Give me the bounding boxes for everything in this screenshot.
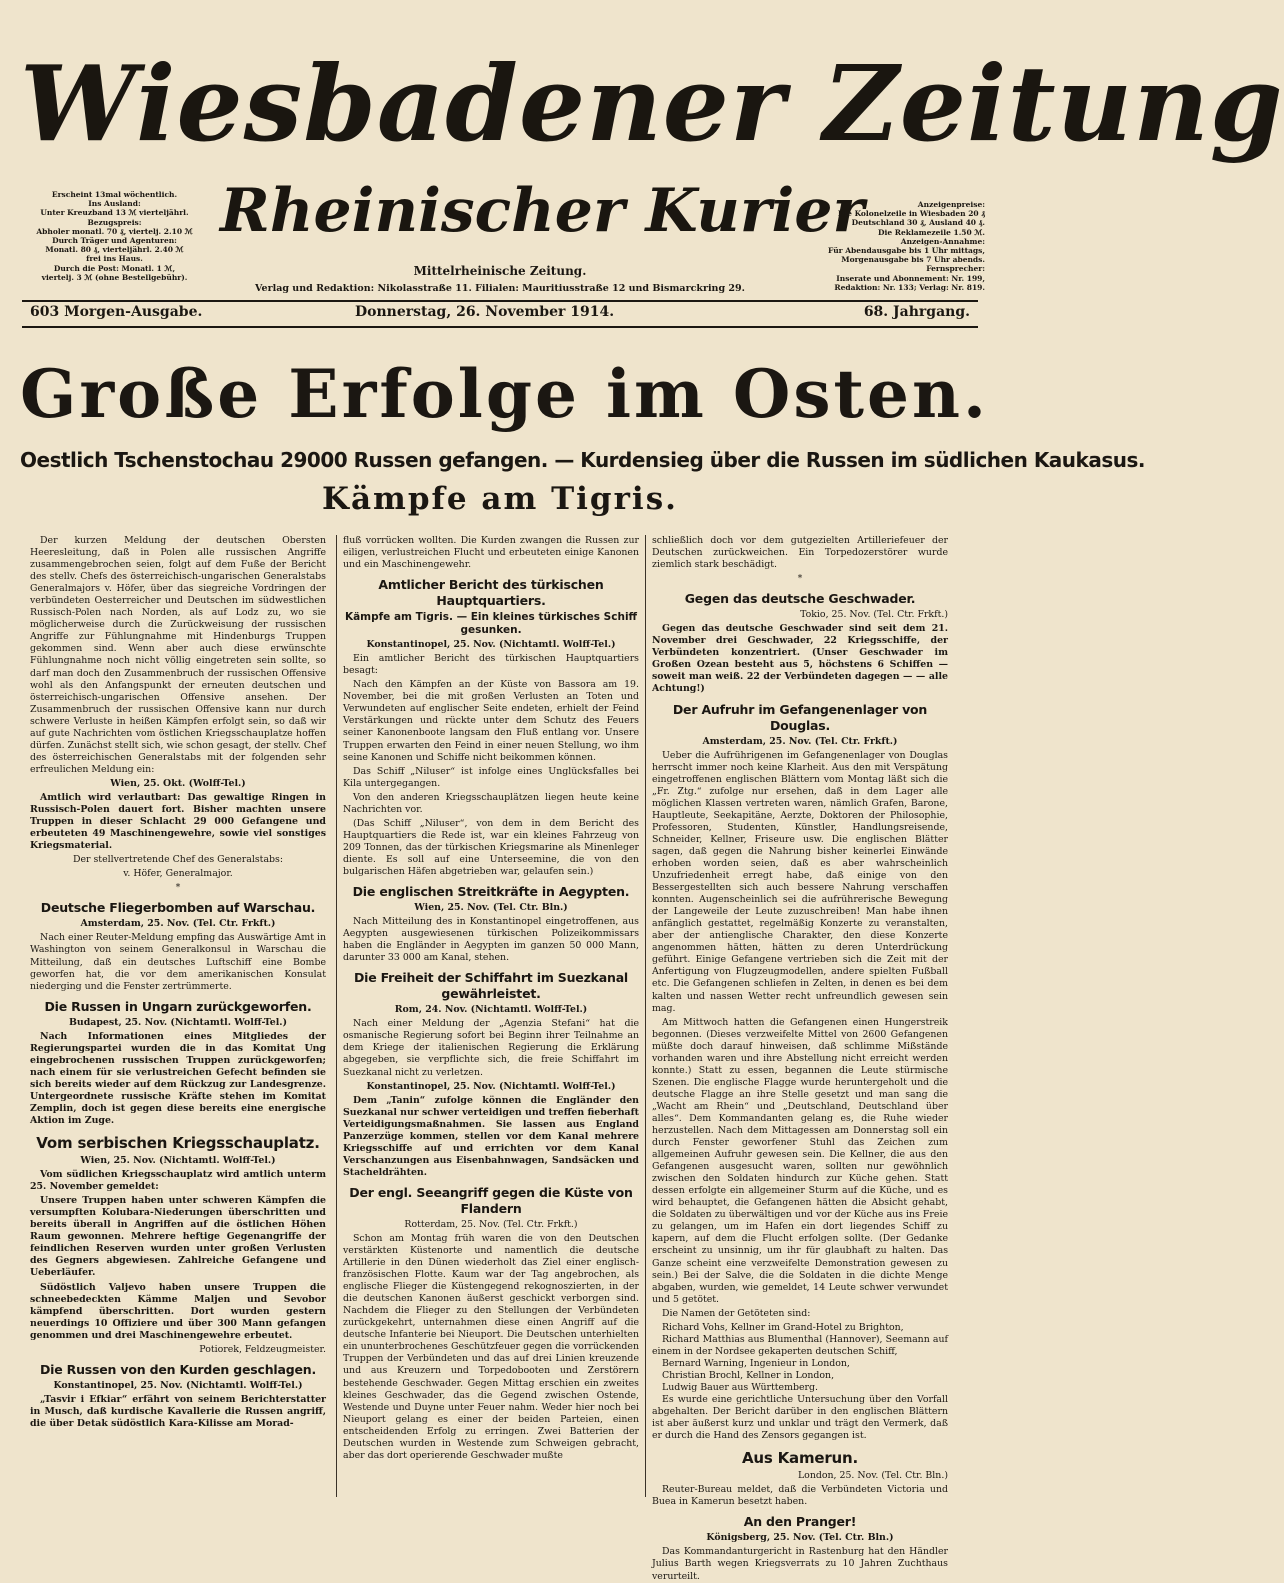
column-2 <box>343 535 639 1497</box>
list-item: Ludwig Bauer aus Württemberg. <box>662 1382 818 1393</box>
column-divider <box>336 535 337 1497</box>
article-paragraph: Vom südlichen Kriegsschauplatz wird amtlich unterm 25. November gemeldet: <box>30 1169 326 1193</box>
sub-headline-2: Kämpfe am Tigris. <box>322 481 678 517</box>
column-divider <box>645 535 646 1497</box>
sub-headline: Oestlich Tschenstochau 29000 Russen gefangen. — Kurdensieg über die Russen im südlichen Kaukasus. <box>20 448 1145 472</box>
article-byline: Rom, 24. Nov. (Nichtamtl. Wolff-Tel.) <box>394 1004 588 1016</box>
advertising-line: Redaktion: Nr. 133; Verlag: Nr. 819. <box>834 282 985 292</box>
advertising-line: Fernsprecher: <box>926 264 985 274</box>
article-paragraph: „Tasvir i Efkiar“ erfährt von seinem Berichterstatter in Musch, daß kurdische Kavallerie die Russen angriff, die über Detak südöstlich Kara-Kilisse am Morad- <box>30 1393 326 1429</box>
advertising-line: Die Kolonelzeile in Wiesbaden 20 ₰ <box>837 209 985 219</box>
article-byline: London, 25. Nov. (Tel. Ctr. Bln.) <box>797 1470 948 1482</box>
article-paragraph: Unsere Truppen haben unter schweren Kämpfen die versumpften Kolubara-Niederungen überschritten und bereits überall in Angriffen auf die östlichen Höhen Raum gewonnen. Mehrere heftige Gegenangriffe der feindlichen Reserven wurden unter großen Verlusten des Gegners abgewiesen. Zahlreiche Gefangene und Ueberläufer. <box>30 1195 326 1279</box>
list-item: Christian Brochl, Kellner in London, <box>662 1369 835 1381</box>
dateline <box>30 304 970 326</box>
advertising-line: Für Abendausgabe bis 1 Uhr mittags, <box>828 246 985 256</box>
advertising-line: Deutschland 30 ₰, Ausland 40 ₰. <box>851 218 985 228</box>
article-paragraph: Am Mittwoch hatten die Gefangenen einen Hungerstreik begonnen. (Dieses verzweifelte Mittel von 2600 Gefangenen müßte doch darauf hinweisen, daß schlimme Mißstände vorhanden waren und ihre Abstellung nicht erreicht werden konnte.) Statt zu essen, begannen die Leute stürmische Szenen. Die englische Flagge wurde heruntergeholt und die deutsche Flagge an ihre Stelle gesetzt und man sang die „Wacht am Rhein“ und „Deutschland, Deutschland über alles“. Dem Kommandanten gelang es, die Ruhe wieder herzustellen. Nach dem Mittagessen am Donnerstag soll ein durch Fenster geworfener Stuhl das Zeichen zum allgemeinen Aufruhr gewesen sein. Die Kellner, die aus den Gefangenen ausgesucht waren, sollten nur gewöhnlich zwischen den Soldaten hindurch zur Küche gehen. Statt dessen erfolgte ein allgemeiner Sturm auf die Küche, und es wird behauptet, die Gefangenen hätten die Absicht gehabt, die Soldaten zu überwältigen und vor der Küche aus ins Freie zu gelangen, um im Hafen ein dort liegendes Schiff zu kapern, auf dem die Flucht erfolgen sollte. (Der Gedanke erscheint zu unsinnig, um ihr für glaubhaft zu halten. Das Ganze scheint eine verzweifelte Demonstration gewesen zu sein.) Bei der Salve, die die Soldaten in die dichte Menge abgaben, wurden, wie gemeldet, 14 Leute schwer verwundet und 5 getötet. <box>652 1016 948 1305</box>
subscription-line: Monatl. 80 ₰, vierteljährl. 2.40 ℳ <box>45 245 184 255</box>
article-paragraph: Amtlich wird verlautbart: Das gewaltige Ringen in Russisch-Polen dauert fort. Bisher machten unsere Truppen in dieser Schlacht 29 000 Gefangene und erbeuteten 49 Maschinengewehre, sowie viel sonstiges Kriegsmaterial. <box>30 791 326 852</box>
masthead-rule-top <box>22 300 978 302</box>
edition-label: 603 Morgen-Ausgabe. <box>30 304 203 320</box>
column-3 <box>652 535 948 1582</box>
article-subheading: Kämpfe am Tigris. — Ein kleines türkisches Schiff gesunken. <box>344 611 638 637</box>
article-heading: Vom serbischen Kriegsschauplatz. <box>36 1134 320 1153</box>
list-item: Richard Vohs, Kellner im Grand-Hotel zu Brighton, <box>662 1321 904 1333</box>
masthead-verlag: Verlag und Redaktion: Nikolasstraße 11. Filialen: Mauritiusstraße 12 und Bismarckring 29. <box>255 283 745 294</box>
article-heading: An den Pranger! <box>743 1514 857 1530</box>
article-paragraph: Ueber die Aufrührigenen im Gefangenenlager von Douglas herrscht immer noch keine Klarheit. Aus den mit Verspätung eingetroffenen englischen Blättern vom Montag läßt sich die „Fr. Ztg.“ zufolge nur ersehen, daß in dem Lager alle möglichen Klassen vertreten waren, nämlich Grafen, Barone, Hauptleute, Seekapitäne, Aerzte, Doktoren der Philosophie, Professoren, Studenten, Künstler, Handlungsreisende, Schneider, Kellner, Friseure usw. Die englischen Blätter sagen, daß gegen die Nahrung bisher keinerlei Einwände erhoben worden seien, daß es aber wahrscheinlich Unzufriedenheit erregt habe, daß einige von den Bessergestellten sich auch bessere Nahrung verschaffen konnten. Augenscheinlich sei die aufrührerische Bewegung der Langeweile der Leute zuzuschreiben! Man habe ihnen anfänglich gestattet, regelmäßig Konzerte zu veranstalten, aber der antienglische Charakter, den diese Konzerte angenommen hätten, hätten zu deren Unterdrückung geführt. Einige Gefangene vertrieben sich die Zeit mit der Anfertigung von Flugzeugmodellen, andere spielten Fußball etc. Die Gefangenen schliefen in Zelten, in denen es bei dem kalten und nassen Wetter recht unfreundlich gewesen sein mag. <box>652 749 948 1014</box>
article-byline: Wien, 25. Okt. (Wolff-Tel.) <box>110 777 246 789</box>
article-heading: Die Russen von den Kurden geschlagen. <box>39 1361 317 1377</box>
article-paragraph: fluß vorrücken wollten. Die Kurden zwangen die Russen zur eiligen, verlustreichen Flucht und erbeuteten einige Kanonen und ein Maschinengewehr. <box>343 535 639 571</box>
article-paragraph: Reuter-Bureau meldet, daß die Verbündeten Victoria und Buea in Kamerun besetzt haben. <box>652 1484 948 1508</box>
article-heading: Gegen das deutsche Geschwader. <box>684 591 916 607</box>
main-headline: Große Erfolge im Osten. <box>20 355 989 433</box>
subscription-line: viertelj. 3 ℳ (ohne Bestellgebühr). <box>41 272 188 282</box>
subscription-line: Bezugspreis: <box>87 217 142 227</box>
subscription-line: Durch Träger und Agenturen: <box>52 236 177 246</box>
date-label: Donnerstag, 26. November 1914. <box>355 304 615 320</box>
masthead-subtitle: Rheinischer Kurier <box>220 176 865 246</box>
article-heading: Deutsche Fliegerbomben auf Warschau. <box>40 900 316 916</box>
article-paragraph: Ein amtlicher Bericht des türkischen Hauptquartiers besagt: <box>343 653 639 677</box>
list-item: Richard Matthias aus Blumenthal (Hannover), Seemann auf einem in der Nordsee gekaperten deutschen Schiff, <box>652 1333 948 1357</box>
article-paragraph: Schon am Montag früh waren die von den Deutschen verstärkten Küstenorte und namentlich die deutsche Artillerie in den Dünen wiederholt das Ziel einer englisch-französischen Flotte. Kaum war der Tag angebrochen, als englische Flieger die Küstengegend rekognoszierten, in der die deutschen Kanonen äußerst geschickt verborgen sind. Nachdem die Flieger zu den Stellungen der Verbündeten zurückgekehrt, unternahmen diese einen Angriff auf die deutsche Infanterie bei Nieuport. Die Deutschen unterhielten ein ununterbrochenes Geschützfeuer gegen die vorrückenden Truppen der Verbündeten und das auf drei Linien kreuzende und aus Kreuzern und Torpedobooten und Zerstörern bestehende Geschwader. Gegen Mittag erschien ein zweites kleines Geschwader, das die Gegend zwischen Ostende, Westende und Duyne unter Feuer nahm. Weder hier noch bei Nieuport gelang es einer der beiden Parteien, einen entscheidenden Erfolg zu erringen. Zwei Batterien der Deutschen wurden in Westende zum Schweigen gebracht, aber das dort operierende Geschwader mußte <box>343 1232 639 1461</box>
subscription-line: frei ins Haus. <box>86 254 143 264</box>
article-heading: Aus Kamerun. <box>741 1449 859 1468</box>
subscription-line: Abholer monatl. 70 ₰, viertelj. 2.10 ℳ <box>36 226 193 236</box>
subscription-line: Durch die Post: Monatl. 1 ℳ, <box>53 263 176 273</box>
subscription-line: Unter Kreuzband 13 ℳ vierteljährl. <box>40 208 189 218</box>
article-paragraph: Das Kommandanturgericht in Rastenburg hat den Händler Julius Barth wegen Kriegsverrats zu 10 Jahren Zuchthaus verurteilt. <box>652 1546 948 1582</box>
article-heading: Die Russen in Ungarn zurückgeworfen. <box>44 998 312 1014</box>
article-paragraph: Die Namen der Getöteten sind: <box>662 1307 811 1319</box>
article-signature: v. Höfer, Generalmajor. <box>123 868 233 880</box>
article-signature: Potiorek, Feldzeugmeister. <box>199 1343 326 1355</box>
article-byline: Wien, 25. Nov. (Nichtamtl. Wolff-Tel.) <box>80 1155 276 1167</box>
masthead-title: Wiesbadener Zeitung <box>20 42 1284 165</box>
article-heading: Die englischen Streitkräfte in Aegypten. <box>352 884 630 900</box>
article-paragraph: Von den anderen Kriegsschauplätzen liegen heute keine Nachrichten vor. <box>343 791 639 815</box>
article-paragraph: Südöstlich Valjevo haben unsere Truppen die schneebedeckten Kämme Maljen und Sevobor kämpfend überschritten. Dort wurden gestern neuerdings 10 Offiziere und über 300 Mann gefangen genommen und drei Maschinengewehre erbeutet. <box>30 1281 326 1341</box>
article-byline: Tokio, 25. Nov. (Tel. Ctr. Frkft.) <box>800 609 948 621</box>
article-heading: Die Freiheit der Schiffahrt im Suezkanal gewährleistet. <box>353 970 629 1002</box>
article-heading: Der engl. Seeangriff gegen die Küste von Flandern <box>349 1184 633 1216</box>
victims-list <box>652 1322 948 1394</box>
article-byline: Konstantinopel, 25. Nov. (Nichtamtl. Wolff-Tel.) <box>366 639 616 651</box>
article-paragraph: Dem „Tanin“ zufolge können die Engländer den Suezkanal nur schwer verteidigen und treffen fieberhaft Verteidigungsmaßnahmen. Sie lassen aus England Panzerzüge kommen, stellen vor dem Kanal mehrere Kriegsschiffe auf und errichten vor dem Kanal Verschanzungen aus Eisenbahnwagen, Sandsäcken und Stacheldrähten. <box>343 1094 639 1178</box>
article-byline: Rotterdam, 25. Nov. (Tel. Ctr. Frkft.) <box>404 1218 578 1230</box>
article-paragraph: Nach einer Meldung der „Agenzia Stefani“ hat die osmanische Regierung sofort bei Beginn ihrer Teilnahme an dem Kriege der italienischen Regierung die Erklärung abgegeben, sie verpflichte sich, die freie Schiffahrt im Suezkanal nicht zu verletzen. <box>343 1018 639 1078</box>
subscription-line: Erscheint 13mal wöchentlich. <box>51 190 178 199</box>
separator: * <box>175 883 181 894</box>
article-byline: Konstantinopel, 25. Nov. (Nichtamtl. Wolff-Tel.) <box>53 1379 303 1391</box>
advertising-line: Morgenausgabe bis 7 Uhr abends. <box>841 255 985 265</box>
article-paragraph: schließlich doch vor dem gutgezielten Artilleriefeuer der Deutschen zurückweichen. Ein Torpedozerstörer wurde ziemlich stark beschädigt. <box>652 535 948 571</box>
advertising-box <box>790 200 985 292</box>
article-byline: Königsberg, 25. Nov. (Tel. Ctr. Bln.) <box>706 1532 894 1544</box>
separator: * <box>797 574 803 585</box>
masthead-rule-bottom <box>22 326 978 328</box>
article-paragraph: Der kurzen Meldung der deutschen Obersten Heeresleitung, daß in Polen alle russischen Angriffe zusammengebrochen seien, folgt auf dem Fuße der Bericht des stellv. Chefs des österreichisch-ungarischen Generalstabs Generalmajors v. Höfer, über das siegreiche Vordringen der verbündeten Oesterreicher und Deutschen im südwestlichen Russisch-Polen nach Norden, als auf Lodz zu, wo sie möglicherweise durch die Zurückweisung der russischen Angriffe zur Fühlungnahme mit Hindenburgs Truppen gekommen sind. Wenn aber auch diese erwünschte Fühlungnahme noch nicht völlig eingetreten sein sollte, so darf man doch den Zusammenbruch der russischen Offensive wohl als den Anfangspunkt der erneuten deutschen und österreichisch-ungarischen Offensive ansehen. Der Zusammenbruch der russischen Offensive kann nur durch schwere Verluste in heißen Kämpfen erfolgt sein, so daß wir auf gute Nachrichten vom östlichen Kriegsschauplatze hoffen dürfen. Zunächst stellt sich, wie schon gesagt, der stellv. Chef des österreichischen Generalstabs mit der folgenden sehr erfreulichen Meldung ein: <box>30 535 326 775</box>
article-paragraph: Nach einer Reuter-Meldung empfing das Auswärtige Amt in Washington von seinem Generalkonsul in Warschau die Mitteilung, daß ein deutsches Luftschiff eine Bombe geworfen hat, die vor dem amerikanischen Konsulat niederging und die Fenster zertrümmerte. <box>30 932 327 992</box>
advertising-line: Die Reklamezeile 1.50 ℳ. <box>878 227 985 237</box>
article-paragraph: Gegen das deutsche Geschwader sind seit dem 21. November drei Geschwader, 22 Kriegsschiffe, der Verbündeten konzentriert. (Unser Geschwader im Großen Ozean besteht aus 5, höchstens 6 Schiffen — soweit man weiß. 22 der Verbündeten dagegen — — alle Achtung!) <box>652 623 948 695</box>
article-paragraph: Nach den Kämpfen an der Küste von Bassora am 19. November, bei die mit großen Verlusten an Toten und Verwundeten auf englischer Seite endeten, erhielt der Feind Verstärkungen und rückte unter dem Schutz des Feuers seiner Kanonenboote langsam den Fluß entlang vor. Unsere Truppen erwarten den Feind in einer neuen Stellung, wo ihm seine Kanonen und Schiffe nicht beikommen können. <box>343 679 639 763</box>
subscription-box <box>22 190 207 282</box>
article-signature: Der stellvertretende Chef des Generalstabs: <box>72 854 284 866</box>
subscription-line: Ins Ausland: <box>88 199 141 209</box>
article-heading: Amtlicher Bericht des türkischen Hauptquartiers. <box>378 577 604 609</box>
article-byline: Budapest, 25. Nov. (Nichtamtl. Wolff-Tel.) <box>68 1016 288 1028</box>
article-heading: Der Aufruhr im Gefangenenlager von Douglas. <box>672 701 928 733</box>
article-byline: Konstantinopel, 25. Nov. (Nichtamtl. Wolff-Tel.) <box>366 1080 616 1092</box>
article-paragraph: Das Schiff „Niluser“ ist infolge eines Unglücksfalles bei Kila untergegangen. <box>343 765 639 789</box>
article-byline: Amsterdam, 25. Nov. (Tel. Ctr. Frkft.) <box>702 735 898 747</box>
advertising-line: Anzeigen-Annahme: <box>900 236 985 246</box>
column-1 <box>30 535 326 1497</box>
advertising-line: Inserate und Abonnement: Nr. 199, <box>836 273 985 283</box>
masthead-tagline: Mittelrheinische Zeitung. <box>413 264 587 278</box>
article-paragraph: (Das Schiff „Niluser“, von dem in dem Bericht des Hauptquartiers die Rede ist, war ein kleines Fahrzeug von 209 Tonnen, das der türkischen Kriegsmarine als Minenleger diente. Es soll auf eine Unterseemine, die von den bulgarischen Häfen abgetrieben war, gelaufen sein.) <box>343 817 639 877</box>
article-paragraph: Es wurde eine gerichtliche Untersuchung über den Vorfall abgehalten. Der Bericht darüber in den englischen Blättern ist aber äußerst kurz und unklar und trägt den Vermerk, daß er durch die Hand des Zensors gegangen ist. <box>652 1394 948 1442</box>
article-paragraph: Nach Mitteilung des in Konstantinopel eingetroffenen, aus Aegypten ausgewiesenen türkischen Polizeikommissars haben die Engländer in Aegypten im ganzen 50 000 Mann, darunter 33 000 am Kanal, stehen. <box>343 916 639 964</box>
article-byline: Amsterdam, 25. Nov. (Tel. Ctr. Frkft.) <box>80 918 276 930</box>
volume-label: 68. Jahrgang. <box>863 304 970 320</box>
list-item: Bernard Warning, Ingenieur in London, <box>662 1357 850 1369</box>
article-paragraph: Nach Informationen eines Mitgliedes der Regierungspartei wurden die in das Komitat Ung eingebrochenen russischen Truppen zurückgeworfen; nach einem für sie verlustreichen Gefecht befinden sie sich bereits wieder auf dem Rückzug zur Landesgrenze. Untergeordnete russische Kräfte stehen im Komitat Zemplin, doch ist gegen diese bereits eine energische Aktion im Zuge. <box>30 1030 326 1127</box>
advertising-line: Anzeigenpreise: <box>917 200 985 209</box>
article-byline: Wien, 25. Nov. (Tel. Ctr. Bln.) <box>414 902 568 914</box>
